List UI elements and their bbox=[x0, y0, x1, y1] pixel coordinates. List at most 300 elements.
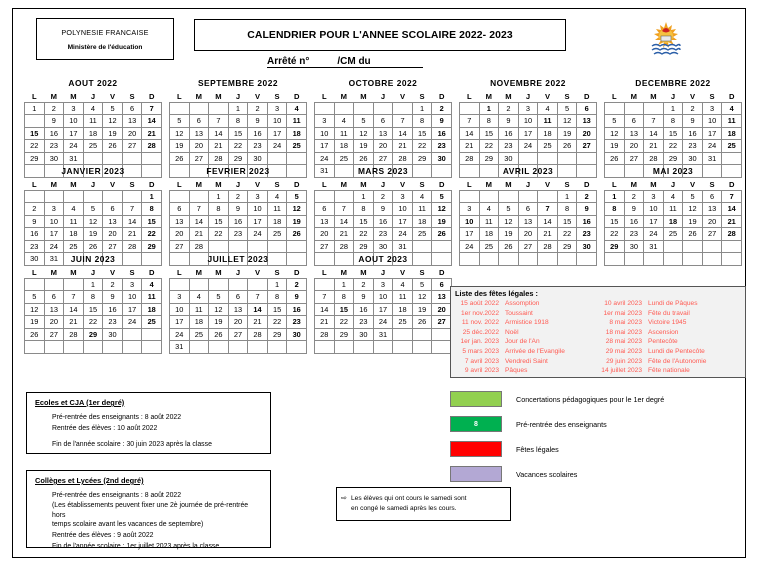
month-block bbox=[604, 78, 742, 178]
day-cell: 1 bbox=[267, 278, 287, 291]
week-row bbox=[25, 291, 162, 304]
ministry-box bbox=[36, 18, 174, 60]
day-cell: 10 bbox=[122, 291, 142, 304]
week-row bbox=[170, 228, 307, 241]
holiday-date: 1er jan. 2023 bbox=[460, 338, 499, 346]
day-cell: 7 bbox=[334, 203, 354, 216]
day-cell: 6 bbox=[122, 102, 142, 115]
day-cell: 2 bbox=[103, 278, 123, 291]
week-row bbox=[605, 140, 742, 153]
day-cell: 20 bbox=[432, 303, 452, 316]
weekday-header: M bbox=[189, 267, 209, 278]
day-cell: 7 bbox=[644, 115, 664, 128]
day-cell: 9 bbox=[44, 115, 64, 128]
title-box bbox=[194, 19, 566, 51]
weekday-header: M bbox=[644, 91, 664, 102]
holiday-name: Lundi de Pentecôte bbox=[648, 347, 705, 355]
day-cell: 10 bbox=[44, 215, 64, 228]
day-cell: 28 bbox=[460, 152, 480, 165]
day-cell: 20 bbox=[189, 140, 209, 153]
month-table bbox=[169, 267, 307, 354]
day-cell: 25 bbox=[83, 140, 103, 153]
day-cell: 7 bbox=[460, 115, 480, 128]
day-cell: 23 bbox=[25, 240, 45, 253]
month-block bbox=[459, 78, 597, 178]
month-title: MAI 2023 bbox=[652, 166, 694, 176]
day-cell: 21 bbox=[538, 228, 558, 241]
day-cell: 22 bbox=[354, 228, 374, 241]
legend bbox=[450, 390, 746, 490]
week-row bbox=[315, 127, 452, 140]
day-cell: 18 bbox=[722, 127, 742, 140]
day-cell: 18 bbox=[189, 316, 209, 329]
month-table bbox=[24, 179, 162, 266]
day-cell: 23 bbox=[577, 228, 597, 241]
weekday-header: M bbox=[44, 91, 64, 102]
weekday-header: D bbox=[142, 179, 162, 190]
month-table bbox=[459, 179, 597, 266]
day-cell: 27 bbox=[122, 140, 142, 153]
day-cell: 16 bbox=[499, 127, 519, 140]
arrete-number-blank bbox=[311, 67, 337, 68]
weekday-header: J bbox=[373, 91, 393, 102]
day-cell: 12 bbox=[83, 215, 103, 228]
week-row bbox=[25, 215, 162, 228]
day-cell: 22 bbox=[25, 140, 45, 153]
holiday-row bbox=[598, 366, 741, 376]
week-row bbox=[25, 341, 162, 354]
day-cell: 21 bbox=[142, 127, 162, 140]
day-cell: 18 bbox=[479, 228, 499, 241]
day-cell-empty bbox=[122, 152, 142, 165]
day-cell: 5 bbox=[557, 102, 577, 115]
day-cell: 27 bbox=[228, 328, 248, 341]
weekday-header: L bbox=[170, 267, 190, 278]
day-cell: 5 bbox=[354, 115, 374, 128]
week-row bbox=[170, 341, 307, 354]
day-cell: 1 bbox=[412, 102, 432, 115]
day-cell: 22 bbox=[479, 140, 499, 153]
weekday-header: M bbox=[209, 267, 229, 278]
day-cell: 16 bbox=[432, 127, 452, 140]
day-cell-empty bbox=[122, 190, 142, 203]
weekday-header: M bbox=[499, 91, 519, 102]
week-row bbox=[605, 240, 742, 253]
weekday-header: L bbox=[460, 91, 480, 102]
holiday-name: Fête nationale bbox=[648, 367, 690, 375]
weekday-header: D bbox=[432, 179, 452, 190]
info-box-colleges bbox=[26, 470, 271, 548]
day-cell: 28 bbox=[722, 228, 742, 241]
week-row bbox=[460, 215, 597, 228]
day-cell-empty bbox=[228, 341, 248, 354]
holiday-date: 15 août 2022 bbox=[460, 300, 499, 307]
day-cell-empty bbox=[354, 341, 374, 354]
day-cell: 9 bbox=[25, 215, 45, 228]
day-cell: 11 bbox=[334, 127, 354, 140]
day-cell: 27 bbox=[373, 152, 393, 165]
day-cell: 5 bbox=[170, 115, 190, 128]
day-cell: 7 bbox=[248, 291, 268, 304]
day-cell: 4 bbox=[83, 102, 103, 115]
day-cell: 30 bbox=[248, 152, 268, 165]
day-cell: 2 bbox=[248, 102, 268, 115]
day-cell: 21 bbox=[334, 228, 354, 241]
day-cell: 28 bbox=[315, 328, 335, 341]
week-row bbox=[170, 152, 307, 165]
day-cell-empty bbox=[83, 152, 103, 165]
day-cell-empty bbox=[722, 240, 742, 253]
day-cell: 25 bbox=[287, 140, 307, 153]
day-cell-empty bbox=[142, 328, 162, 341]
week-row bbox=[25, 140, 162, 153]
day-cell: 5 bbox=[287, 190, 307, 203]
day-cell: 25 bbox=[412, 228, 432, 241]
holiday-name: Fête de l'Autonomie bbox=[648, 357, 707, 365]
holiday-row bbox=[455, 366, 598, 376]
day-cell: 21 bbox=[315, 316, 335, 329]
day-cell: 26 bbox=[605, 152, 625, 165]
weekday-header: D bbox=[432, 91, 452, 102]
day-cell: 26 bbox=[83, 240, 103, 253]
day-cell: 18 bbox=[393, 303, 413, 316]
day-cell: 20 bbox=[228, 316, 248, 329]
week-row bbox=[315, 240, 452, 253]
day-cell: 7 bbox=[315, 291, 335, 304]
day-cell: 24 bbox=[393, 228, 413, 241]
day-cell: 20 bbox=[577, 127, 597, 140]
week-row bbox=[170, 215, 307, 228]
weekday-header: S bbox=[702, 179, 722, 190]
day-cell: 27 bbox=[577, 140, 597, 153]
week-row bbox=[315, 190, 452, 203]
day-cell-empty bbox=[287, 240, 307, 253]
day-cell: 18 bbox=[334, 140, 354, 153]
day-cell: 14 bbox=[334, 215, 354, 228]
day-cell-empty bbox=[605, 102, 625, 115]
day-cell: 23 bbox=[44, 140, 64, 153]
holiday-name: Jour de l'An bbox=[505, 338, 540, 346]
week-row bbox=[170, 127, 307, 140]
weekday-header: D bbox=[577, 179, 597, 190]
day-cell: 18 bbox=[663, 215, 683, 228]
day-cell: 23 bbox=[287, 316, 307, 329]
day-cell: 18 bbox=[412, 215, 432, 228]
week-row bbox=[605, 127, 742, 140]
day-cell: 3 bbox=[248, 190, 268, 203]
note-line-2: en congé le samedi après les cours. bbox=[351, 505, 457, 512]
day-cell: 18 bbox=[287, 127, 307, 140]
day-cell-empty bbox=[142, 152, 162, 165]
legal-holidays-box bbox=[450, 286, 746, 378]
day-cell-empty bbox=[64, 278, 84, 291]
day-cell: 17 bbox=[64, 127, 84, 140]
weekday-header: S bbox=[267, 91, 287, 102]
week-row bbox=[460, 102, 597, 115]
holiday-row bbox=[455, 357, 598, 367]
day-cell: 5 bbox=[83, 203, 103, 216]
day-cell: 19 bbox=[557, 127, 577, 140]
legend-color-swatch bbox=[450, 391, 502, 407]
weekday-header: V bbox=[538, 179, 558, 190]
day-cell: 3 bbox=[518, 102, 538, 115]
week-row bbox=[315, 152, 452, 165]
day-cell: 16 bbox=[248, 127, 268, 140]
saturday-note-box bbox=[336, 487, 511, 521]
day-cell: 14 bbox=[644, 127, 664, 140]
month-block bbox=[169, 254, 307, 354]
day-cell: 30 bbox=[624, 240, 644, 253]
legend-color-swatch bbox=[450, 441, 502, 457]
day-cell: 26 bbox=[209, 328, 229, 341]
week-row bbox=[170, 140, 307, 153]
month-table bbox=[169, 91, 307, 178]
day-cell: 19 bbox=[432, 215, 452, 228]
weekday-header: J bbox=[518, 91, 538, 102]
day-cell: 8 bbox=[479, 115, 499, 128]
day-cell-empty bbox=[209, 341, 229, 354]
day-cell-empty bbox=[577, 152, 597, 165]
day-cell: 30 bbox=[432, 152, 452, 165]
week-row bbox=[170, 240, 307, 253]
day-cell: 17 bbox=[373, 303, 393, 316]
day-cell: 29 bbox=[25, 152, 45, 165]
holiday-row bbox=[455, 299, 598, 309]
info-line: Rentrée des élèves : 10 août 2022 bbox=[52, 425, 158, 432]
day-cell: 9 bbox=[228, 203, 248, 216]
info-line: Fin de l'année scolaire : 1er juillet 2023 après la classe bbox=[52, 542, 220, 550]
week-row bbox=[170, 278, 307, 291]
day-cell-empty bbox=[393, 328, 413, 341]
day-cell: 9 bbox=[373, 203, 393, 216]
day-cell: 26 bbox=[683, 228, 703, 241]
page-header bbox=[12, 8, 746, 70]
week-row bbox=[25, 115, 162, 128]
holiday-date: 10 avril 2023 bbox=[604, 300, 642, 307]
day-cell: 20 bbox=[624, 140, 644, 153]
day-cell: 10 bbox=[644, 203, 664, 216]
day-cell: 24 bbox=[460, 240, 480, 253]
weekday-header: D bbox=[432, 267, 452, 278]
day-cell: 4 bbox=[722, 102, 742, 115]
week-row bbox=[605, 228, 742, 241]
weekday-header: D bbox=[287, 179, 307, 190]
day-cell: 8 bbox=[25, 115, 45, 128]
day-cell: 22 bbox=[605, 228, 625, 241]
day-cell: 15 bbox=[334, 303, 354, 316]
month-block bbox=[314, 254, 452, 354]
day-cell: 24 bbox=[373, 316, 393, 329]
day-cell: 4 bbox=[64, 203, 84, 216]
day-cell: 3 bbox=[122, 278, 142, 291]
week-row bbox=[25, 278, 162, 291]
week-row bbox=[605, 102, 742, 115]
day-cell: 13 bbox=[518, 215, 538, 228]
day-cell: 23 bbox=[373, 228, 393, 241]
week-row bbox=[315, 115, 452, 128]
holiday-date: 14 juillet 2023 bbox=[601, 367, 642, 375]
day-cell-empty bbox=[518, 152, 538, 165]
day-cell: 12 bbox=[557, 115, 577, 128]
day-cell: 1 bbox=[142, 190, 162, 203]
day-cell: 16 bbox=[103, 303, 123, 316]
day-cell: 14 bbox=[142, 115, 162, 128]
day-cell: 16 bbox=[354, 303, 374, 316]
day-cell: 21 bbox=[248, 316, 268, 329]
day-cell: 14 bbox=[122, 215, 142, 228]
day-cell: 27 bbox=[170, 240, 190, 253]
day-cell-empty bbox=[432, 240, 452, 253]
month-block bbox=[24, 166, 162, 266]
weekday-header: S bbox=[267, 179, 287, 190]
day-cell: 12 bbox=[499, 215, 519, 228]
day-cell-empty bbox=[393, 341, 413, 354]
day-cell: 19 bbox=[103, 127, 123, 140]
legal-holidays-title: Liste des fêtes légales : bbox=[455, 289, 538, 298]
week-row bbox=[315, 328, 452, 341]
day-cell: 2 bbox=[373, 190, 393, 203]
holiday-row bbox=[598, 299, 741, 309]
weekday-header: V bbox=[683, 91, 703, 102]
day-cell: 10 bbox=[170, 303, 190, 316]
weekday-header: V bbox=[103, 91, 123, 102]
holiday-date: 1er nov.2022 bbox=[460, 309, 499, 317]
day-cell: 31 bbox=[393, 240, 413, 253]
day-cell: 31 bbox=[702, 152, 722, 165]
weekday-header: M bbox=[209, 179, 229, 190]
day-cell: 27 bbox=[624, 152, 644, 165]
note-line-1: Les élèves qui ont cours le samedi sont bbox=[351, 495, 467, 502]
day-cell: 6 bbox=[315, 203, 335, 216]
day-cell: 5 bbox=[209, 291, 229, 304]
weekday-header: L bbox=[25, 91, 45, 102]
day-cell: 2 bbox=[228, 190, 248, 203]
day-cell: 6 bbox=[189, 115, 209, 128]
legend-row bbox=[450, 440, 746, 458]
week-row bbox=[315, 215, 452, 228]
weekday-header: J bbox=[518, 179, 538, 190]
day-cell: 6 bbox=[624, 115, 644, 128]
weekday-header: M bbox=[499, 179, 519, 190]
day-cell: 31 bbox=[170, 341, 190, 354]
day-cell: 15 bbox=[479, 127, 499, 140]
weekday-header: J bbox=[83, 91, 103, 102]
day-cell: 13 bbox=[577, 115, 597, 128]
day-cell-empty bbox=[228, 278, 248, 291]
legend-row bbox=[450, 390, 746, 408]
legend-row bbox=[450, 465, 746, 483]
month-table bbox=[169, 179, 307, 266]
day-cell: 27 bbox=[103, 240, 123, 253]
weekday-header: M bbox=[189, 91, 209, 102]
info-line: Pré-rentrée des enseignants : 8 août 2022 bbox=[52, 492, 182, 499]
week-row bbox=[460, 228, 597, 241]
day-cell: 28 bbox=[393, 152, 413, 165]
day-cell: 20 bbox=[170, 228, 190, 241]
day-cell: 4 bbox=[189, 291, 209, 304]
day-cell: 9 bbox=[577, 203, 597, 216]
weekday-header: D bbox=[142, 267, 162, 278]
day-cell: 24 bbox=[44, 240, 64, 253]
day-cell-empty bbox=[354, 102, 374, 115]
day-cell: 11 bbox=[479, 215, 499, 228]
day-cell: 17 bbox=[170, 316, 190, 329]
week-row bbox=[460, 152, 597, 165]
weekday-header: M bbox=[479, 179, 499, 190]
day-cell: 3 bbox=[64, 102, 84, 115]
day-cell: 1 bbox=[557, 190, 577, 203]
day-cell: 11 bbox=[142, 291, 162, 304]
week-row bbox=[25, 303, 162, 316]
weekday-header: S bbox=[122, 91, 142, 102]
day-cell: 2 bbox=[432, 102, 452, 115]
day-cell: 31 bbox=[644, 240, 664, 253]
weekday-header: L bbox=[605, 179, 625, 190]
day-cell: 28 bbox=[334, 240, 354, 253]
day-cell: 11 bbox=[722, 115, 742, 128]
day-cell: 11 bbox=[267, 203, 287, 216]
day-cell: 25 bbox=[142, 316, 162, 329]
day-cell: 29 bbox=[479, 152, 499, 165]
month-title: DECEMBRE 2022 bbox=[635, 78, 711, 88]
day-cell: 7 bbox=[189, 203, 209, 216]
weekday-header: V bbox=[393, 91, 413, 102]
day-cell-empty bbox=[64, 341, 84, 354]
week-row bbox=[315, 102, 452, 115]
week-row bbox=[170, 303, 307, 316]
day-cell: 3 bbox=[644, 190, 664, 203]
day-cell: 13 bbox=[44, 303, 64, 316]
day-cell: 29 bbox=[334, 328, 354, 341]
day-cell: 30 bbox=[577, 240, 597, 253]
day-cell: 30 bbox=[683, 152, 703, 165]
week-row bbox=[25, 190, 162, 203]
day-cell: 7 bbox=[209, 115, 229, 128]
day-cell: 3 bbox=[393, 190, 413, 203]
week-row bbox=[460, 240, 597, 253]
weekday-header: D bbox=[722, 179, 742, 190]
day-cell-empty bbox=[44, 341, 64, 354]
month-table bbox=[604, 91, 742, 178]
day-cell: 28 bbox=[64, 328, 84, 341]
weekday-header: J bbox=[83, 267, 103, 278]
day-cell: 19 bbox=[25, 316, 45, 329]
month-block bbox=[169, 78, 307, 178]
day-cell: 19 bbox=[683, 215, 703, 228]
day-cell: 4 bbox=[538, 102, 558, 115]
day-cell: 3 bbox=[267, 102, 287, 115]
month-table bbox=[604, 179, 742, 266]
day-cell: 20 bbox=[103, 228, 123, 241]
day-cell: 29 bbox=[83, 328, 103, 341]
week-row bbox=[460, 203, 597, 216]
day-cell: 4 bbox=[412, 190, 432, 203]
month-table bbox=[314, 91, 452, 178]
day-cell: 23 bbox=[432, 140, 452, 153]
day-cell: 27 bbox=[315, 240, 335, 253]
day-cell-empty bbox=[432, 328, 452, 341]
week-row bbox=[25, 228, 162, 241]
day-cell-empty bbox=[25, 341, 45, 354]
day-cell: 30 bbox=[287, 328, 307, 341]
holiday-date: 29 mai 2023 bbox=[605, 347, 642, 355]
day-cell: 12 bbox=[287, 203, 307, 216]
holiday-row bbox=[455, 347, 598, 357]
ministry-name: Ministère de l'éducation bbox=[67, 43, 143, 51]
holiday-name: Arrivée de l'Evangile bbox=[505, 347, 565, 355]
day-cell: 2 bbox=[577, 190, 597, 203]
day-cell-empty bbox=[248, 278, 268, 291]
